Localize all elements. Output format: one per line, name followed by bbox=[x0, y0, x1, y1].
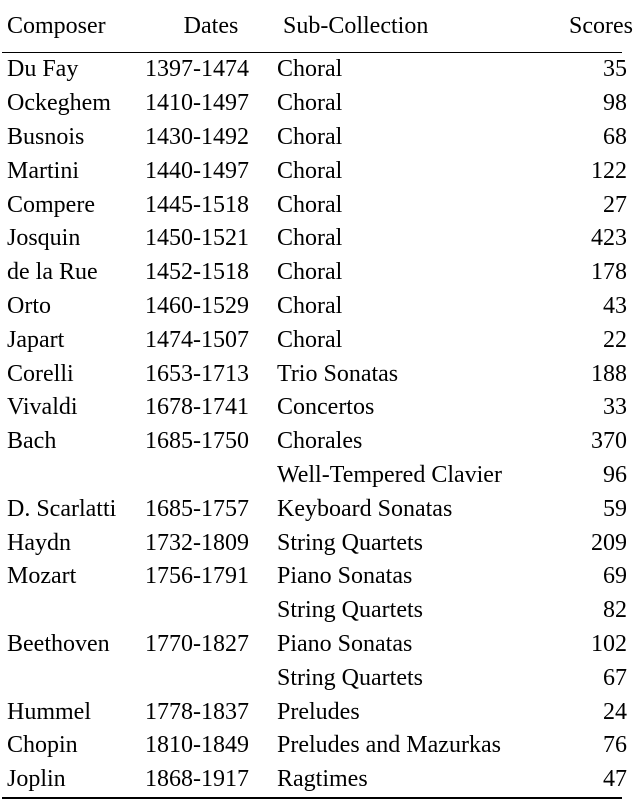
cell-composer: Japart bbox=[7, 326, 65, 353]
cell-scores: 178 bbox=[591, 259, 627, 286]
cell-composer: Vivaldi bbox=[7, 394, 78, 421]
cell-scores: 68 bbox=[603, 123, 627, 150]
cell-composer: Compere bbox=[7, 191, 95, 218]
table-row bbox=[2, 526, 633, 560]
cell-sub-collection: Concertos bbox=[277, 394, 375, 421]
table-row bbox=[2, 222, 633, 256]
header-sub-collection: Sub-Collection bbox=[283, 12, 429, 39]
cell-dates: 1450-1521 bbox=[145, 225, 249, 252]
cell-sub-collection: Choral bbox=[277, 157, 343, 184]
table-row bbox=[2, 661, 633, 695]
table-row bbox=[2, 323, 633, 357]
table-row bbox=[2, 87, 633, 121]
table-row bbox=[2, 628, 633, 662]
table-row bbox=[2, 256, 633, 290]
table-row bbox=[2, 188, 633, 222]
cell-dates: 1685-1757 bbox=[145, 495, 249, 522]
composer-table bbox=[2, 0, 633, 799]
table-row bbox=[2, 121, 633, 155]
cell-composer: Beethoven bbox=[7, 630, 110, 657]
cell-dates: 1397-1474 bbox=[145, 56, 249, 83]
cell-composer: D. Scarlatti bbox=[7, 495, 117, 522]
cell-sub-collection: Preludes bbox=[277, 698, 360, 725]
cell-scores: 22 bbox=[603, 326, 627, 353]
cell-sub-collection: Ragtimes bbox=[277, 766, 368, 793]
cell-sub-collection: Preludes and Mazurkas bbox=[277, 732, 501, 759]
cell-composer: Corelli bbox=[7, 360, 74, 387]
cell-scores: 24 bbox=[603, 698, 627, 725]
cell-dates: 1770-1827 bbox=[145, 630, 249, 657]
cell-dates: 1678-1741 bbox=[145, 394, 249, 421]
cell-composer: Chopin bbox=[7, 732, 78, 759]
cell-composer: Joplin bbox=[7, 766, 66, 793]
cell-dates: 1868-1917 bbox=[145, 766, 249, 793]
cell-composer: Orto bbox=[7, 292, 51, 319]
cell-scores: 43 bbox=[603, 292, 627, 319]
cell-scores: 188 bbox=[591, 360, 627, 387]
table-row bbox=[2, 391, 633, 425]
cell-dates: 1430-1492 bbox=[145, 123, 249, 150]
cell-scores: 69 bbox=[603, 563, 627, 590]
cell-sub-collection: Chorales bbox=[277, 428, 363, 455]
cell-dates: 1778-1837 bbox=[145, 698, 249, 725]
cell-dates bbox=[145, 459, 277, 493]
cell-scores: 423 bbox=[591, 225, 627, 252]
cell-sub-collection: Trio Sonatas bbox=[277, 360, 399, 387]
cell-dates: 1810-1849 bbox=[145, 732, 249, 759]
table-row bbox=[2, 763, 633, 797]
cell-dates: 1756-1791 bbox=[145, 563, 249, 590]
cell-sub-collection: String Quartets bbox=[277, 529, 423, 556]
cell-sub-collection: Choral bbox=[277, 326, 343, 353]
cell-scores: 102 bbox=[591, 630, 627, 657]
table-row bbox=[2, 290, 633, 324]
cell-dates: 1410-1497 bbox=[145, 90, 249, 117]
cell-composer: Ockeghem bbox=[7, 90, 111, 117]
table-row bbox=[2, 729, 633, 763]
cell-sub-collection: Choral bbox=[277, 225, 343, 252]
cell-sub-collection: String Quartets bbox=[277, 664, 423, 691]
cell-composer bbox=[2, 661, 145, 695]
cell-scores: 122 bbox=[591, 157, 627, 184]
cell-sub-collection: Choral bbox=[277, 123, 343, 150]
cell-dates: 1460-1529 bbox=[145, 292, 249, 319]
cell-dates bbox=[145, 594, 277, 628]
cell-scores: 33 bbox=[603, 394, 627, 421]
table-row bbox=[2, 492, 633, 526]
cell-dates: 1653-1713 bbox=[145, 360, 249, 387]
cell-dates: 1452-1518 bbox=[145, 259, 249, 286]
cell-composer: Mozart bbox=[7, 563, 77, 590]
cell-dates bbox=[145, 661, 277, 695]
cell-scores: 47 bbox=[603, 766, 627, 793]
cell-composer: Du Fay bbox=[7, 56, 79, 83]
cell-composer: Bach bbox=[7, 428, 57, 455]
cell-sub-collection: Piano Sonatas bbox=[277, 563, 413, 590]
data-table bbox=[2, 0, 639, 52]
cell-scores: 76 bbox=[603, 732, 627, 759]
cell-sub-collection: Keyboard Sonatas bbox=[277, 495, 453, 522]
table-row bbox=[2, 459, 633, 493]
table-row bbox=[2, 594, 633, 628]
table-body bbox=[2, 53, 633, 797]
cell-composer: Hummel bbox=[7, 698, 91, 725]
table-row bbox=[2, 695, 633, 729]
cell-scores: 35 bbox=[603, 56, 627, 83]
cell-sub-collection: Choral bbox=[277, 56, 343, 83]
table-row bbox=[2, 425, 633, 459]
cell-composer: Busnois bbox=[7, 123, 85, 150]
cell-dates: 1685-1750 bbox=[145, 428, 249, 455]
cell-sub-collection: String Quartets bbox=[277, 597, 423, 624]
cell-scores: 98 bbox=[603, 90, 627, 117]
cell-scores: 59 bbox=[603, 495, 627, 522]
cell-composer: Haydn bbox=[7, 529, 71, 556]
cell-dates: 1440-1497 bbox=[145, 157, 249, 184]
cell-sub-collection: Piano Sonatas bbox=[277, 630, 413, 657]
cell-composer: de la Rue bbox=[7, 259, 98, 286]
cell-sub-collection: Choral bbox=[277, 90, 343, 117]
cell-composer bbox=[2, 459, 145, 493]
cell-dates: 1445-1518 bbox=[145, 191, 249, 218]
cell-composer bbox=[2, 594, 145, 628]
header-composer: Composer bbox=[7, 12, 106, 39]
table-row bbox=[2, 154, 633, 188]
data-table-body bbox=[2, 53, 633, 797]
cell-dates: 1732-1809 bbox=[145, 529, 249, 556]
cell-sub-collection: Well-Tempered Clavier bbox=[277, 461, 502, 488]
cell-scores: 67 bbox=[603, 664, 627, 691]
cell-scores: 82 bbox=[603, 597, 627, 624]
header-scores: Scores bbox=[569, 12, 633, 39]
header-row bbox=[2, 0, 639, 52]
table-row bbox=[2, 560, 633, 594]
cell-scores: 370 bbox=[591, 428, 627, 455]
cell-sub-collection: Choral bbox=[277, 259, 343, 286]
cell-composer: Martini bbox=[7, 157, 79, 184]
cell-scores: 96 bbox=[603, 461, 627, 488]
cell-dates: 1474-1507 bbox=[145, 326, 249, 353]
header-dates: Dates bbox=[183, 12, 239, 39]
table-row bbox=[2, 357, 633, 391]
cell-scores: 209 bbox=[591, 529, 627, 556]
table-row bbox=[2, 53, 633, 87]
cell-sub-collection: Choral bbox=[277, 292, 343, 319]
cell-composer: Josquin bbox=[7, 225, 81, 252]
cell-sub-collection: Choral bbox=[277, 191, 343, 218]
cell-scores: 27 bbox=[603, 191, 627, 218]
bottom-rule bbox=[2, 797, 622, 799]
